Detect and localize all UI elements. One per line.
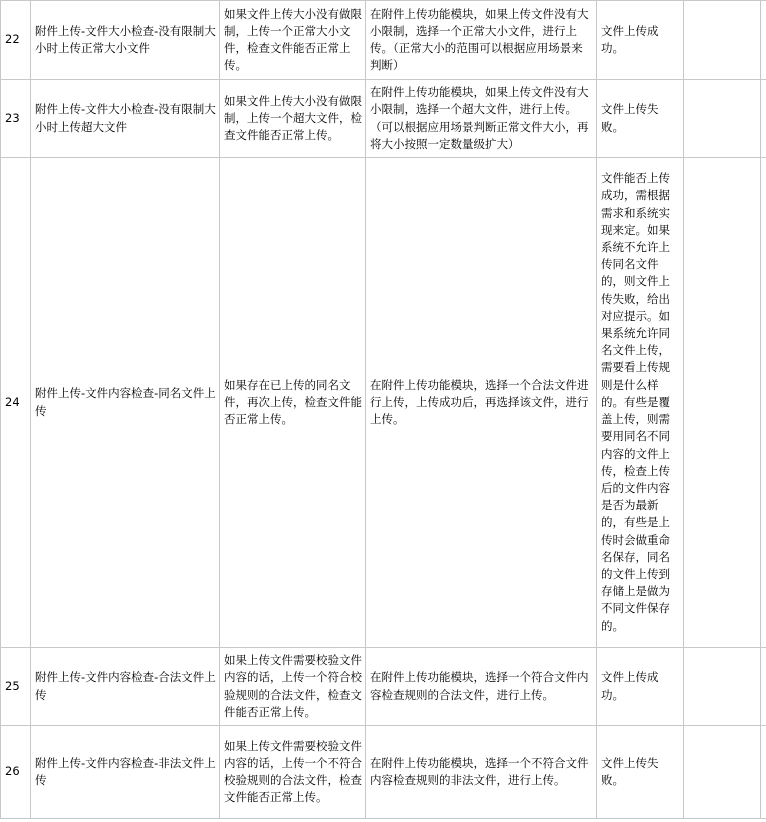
- case-extra: [684, 648, 761, 726]
- case-expected: 文件上传失败。: [597, 726, 684, 819]
- case-title: 附件上传-文件大小检查-没有限制大小时上传正常大小文件: [31, 1, 220, 80]
- table-row: [1, 80, 766, 158]
- table-row: [1, 726, 766, 819]
- edge-cell: [761, 648, 766, 726]
- case-steps: 在附件上传功能模块，如果上传文件没有大小限制，选择一个超大文件，进行上传。（可以根据应用场景判断正常文件大小，再将大小按照一定数量级扩大）: [366, 80, 597, 158]
- case-number: 25: [1, 648, 31, 726]
- case-title: 附件上传-文件内容检查-合法文件上传: [31, 648, 220, 726]
- table-row: [1, 1, 766, 80]
- table-row: [1, 158, 766, 648]
- case-condition: 如果文件上传大小没有做限制，上传一个超大文件，检查文件能否正常上传。: [220, 80, 366, 158]
- case-condition: 如果文件上传大小没有做限制，上传一个正常大小文件，检查文件能否正常上传。: [220, 1, 366, 80]
- case-condition: 如果上传文件需要校验文件内容的话，上传一个符合校验规则的合法文件，检查文件能否正常上传。: [220, 648, 366, 726]
- case-extra: [684, 726, 761, 819]
- case-extra: [684, 1, 761, 80]
- case-extra: [684, 158, 761, 648]
- case-steps: 在附件上传功能模块，选择一个合法文件进行上传，上传成功后，再选择该文件，进行上传。: [366, 158, 597, 648]
- case-title: 附件上传-文件内容检查-非法文件上传: [31, 726, 220, 819]
- edge-cell: [761, 80, 766, 158]
- case-expected: 文件上传失败。: [597, 80, 684, 158]
- edge-cell: [761, 158, 766, 648]
- case-number: 22: [1, 1, 31, 80]
- case-expected: 文件上传成功。: [597, 1, 684, 80]
- case-steps: 在附件上传功能模块，如果上传文件没有大小限制，选择一个正常大小文件，进行上传。（正常大小的范围可以根据应用场景来判断）: [366, 1, 597, 80]
- table-row: [1, 648, 766, 726]
- case-condition: 如果上传文件需要校验文件内容的话，上传一个不符合校验规则的合法文件，检查文件能否正常上传。: [220, 726, 366, 819]
- case-extra: [684, 80, 761, 158]
- case-number: 26: [1, 726, 31, 819]
- case-title: 附件上传-文件大小检查-没有限制大小时上传超大文件: [31, 80, 220, 158]
- edge-cell: [761, 726, 766, 819]
- case-steps: 在附件上传功能模块，选择一个不符合文件内容检查规则的非法文件，进行上传。: [366, 726, 597, 819]
- edge-cell: [761, 1, 766, 80]
- case-number: 24: [1, 158, 31, 648]
- case-title: 附件上传-文件内容检查-同名文件上传: [31, 158, 220, 648]
- case-expected: 文件上传成功。: [597, 648, 684, 726]
- case-number: 23: [1, 80, 31, 158]
- case-condition: 如果存在已上传的同名文件，再次上传，检查文件能否正常上传。: [220, 158, 366, 648]
- case-steps: 在附件上传功能模块，选择一个符合文件内容检查规则的合法文件，进行上传。: [366, 648, 597, 726]
- case-expected: 文件能否上传成功，需根据需求和系统实现来定。如果系统不允许上传同名文件的，则文件上传失败，给出对应提示。如果系统允许同名文件上传，需要看上传规则是什么样的。有些是覆盖上传，则需要用同名不同内容的文件上传，检查上传后的文件内容是否为最新的，有些是上传时会做重命名保存，同名的文件上传到存储上是做为不同文件保存的。: [597, 158, 684, 648]
